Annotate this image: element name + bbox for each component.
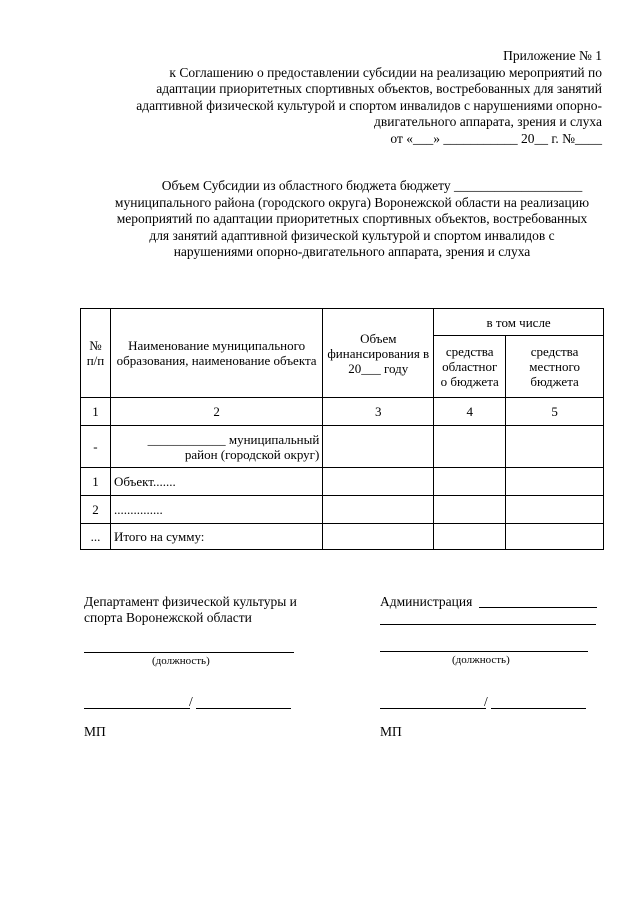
table-row	[81, 524, 604, 550]
title-line: мероприятий по адаптации приоритетных спортивных объектов, востребованных	[116, 211, 588, 226]
header-name: Наименование муниципального образования, наименование объекта	[110, 309, 322, 398]
header-volume: Объем финансирования в 20___ году	[323, 309, 434, 398]
right-signature-line	[380, 708, 486, 709]
title-line: муниципального района (городского округа) Воронежской области на реализацию	[114, 194, 590, 210]
appendix-text-line: адаптивной физической культурой и спортом инвалидов с нарушениями опорно-	[136, 97, 602, 113]
left-signature-line	[84, 708, 190, 709]
agreement-date-number: от «___» ___________ 20__ г. №____	[390, 130, 602, 146]
right-org-line	[479, 607, 597, 608]
right-organization: Администрация	[380, 594, 473, 609]
row-name: Объект.......	[110, 468, 322, 496]
left-stamp: МП	[84, 724, 106, 739]
row-num: -	[81, 426, 111, 468]
header-regional-budget: средства областног о бюджета	[434, 336, 506, 398]
right-position-line	[380, 651, 588, 652]
row-cell	[323, 524, 434, 550]
subsidy-table	[80, 308, 604, 550]
left-position-label: (должность)	[152, 655, 210, 667]
document-title	[96, 178, 608, 261]
left-organization	[84, 594, 297, 626]
row-name: ____________ муниципальный район (городской округ)	[110, 426, 322, 468]
row-name: ...............	[110, 496, 322, 524]
appendix-number: Приложение № 1	[503, 48, 602, 63]
row-cell	[506, 496, 604, 524]
title-line: для занятий адаптивной физической культурой и спортом инвалидов с	[149, 227, 555, 243]
right-position-label: (должность)	[452, 654, 510, 666]
appendix-text-line: к Соглашению о предоставлении субсидии на реализацию мероприятий по	[169, 64, 602, 80]
col-number: 3	[323, 398, 434, 426]
title-line: нарушениями опорно-двигательного аппарата, зрения и слуха	[173, 244, 531, 259]
header-including: в том числе	[434, 309, 604, 336]
row-cell	[434, 524, 506, 550]
row-cell	[434, 426, 506, 468]
header-num: № п/п	[81, 309, 111, 398]
table-row	[81, 496, 604, 524]
right-name-line	[491, 708, 586, 709]
col-number: 1	[81, 398, 111, 426]
table-row	[81, 426, 604, 468]
row-num: 2	[81, 496, 111, 524]
row-cell	[323, 468, 434, 496]
left-name-line	[196, 708, 291, 709]
left-org-line: Департамент физической культуры и	[84, 594, 297, 609]
right-signature-slash: /	[484, 694, 488, 709]
col-number: 4	[434, 398, 506, 426]
row-num: 1	[81, 468, 111, 496]
appendix-text-line: двигательного аппарата, зрения и слуха	[374, 114, 602, 129]
right-org-line-2	[380, 624, 596, 625]
appendix-text-line: адаптации приоритетных спортивных объектов, востребованных для занятий	[156, 81, 602, 96]
row-num: ...	[81, 524, 111, 550]
left-signature-slash: /	[189, 694, 193, 709]
col-number: 5	[506, 398, 604, 426]
row-cell	[323, 496, 434, 524]
left-position-line	[84, 652, 294, 653]
row-cell	[506, 468, 604, 496]
left-org-line: спорта Воронежской области	[84, 610, 252, 625]
row-name: Итого на сумму:	[110, 524, 322, 550]
col-number: 2	[110, 398, 322, 426]
row-cell	[506, 426, 604, 468]
row-cell	[323, 426, 434, 468]
row-cell	[506, 524, 604, 550]
right-stamp: МП	[380, 724, 402, 739]
header-local-budget: средства местного бюджета	[506, 336, 604, 398]
row-cell	[434, 496, 506, 524]
title-line: Объем Субсидии из областного бюджета бюджету ___________________	[161, 178, 583, 193]
table-row	[81, 468, 604, 496]
appendix-header	[82, 48, 602, 147]
row-cell	[434, 468, 506, 496]
